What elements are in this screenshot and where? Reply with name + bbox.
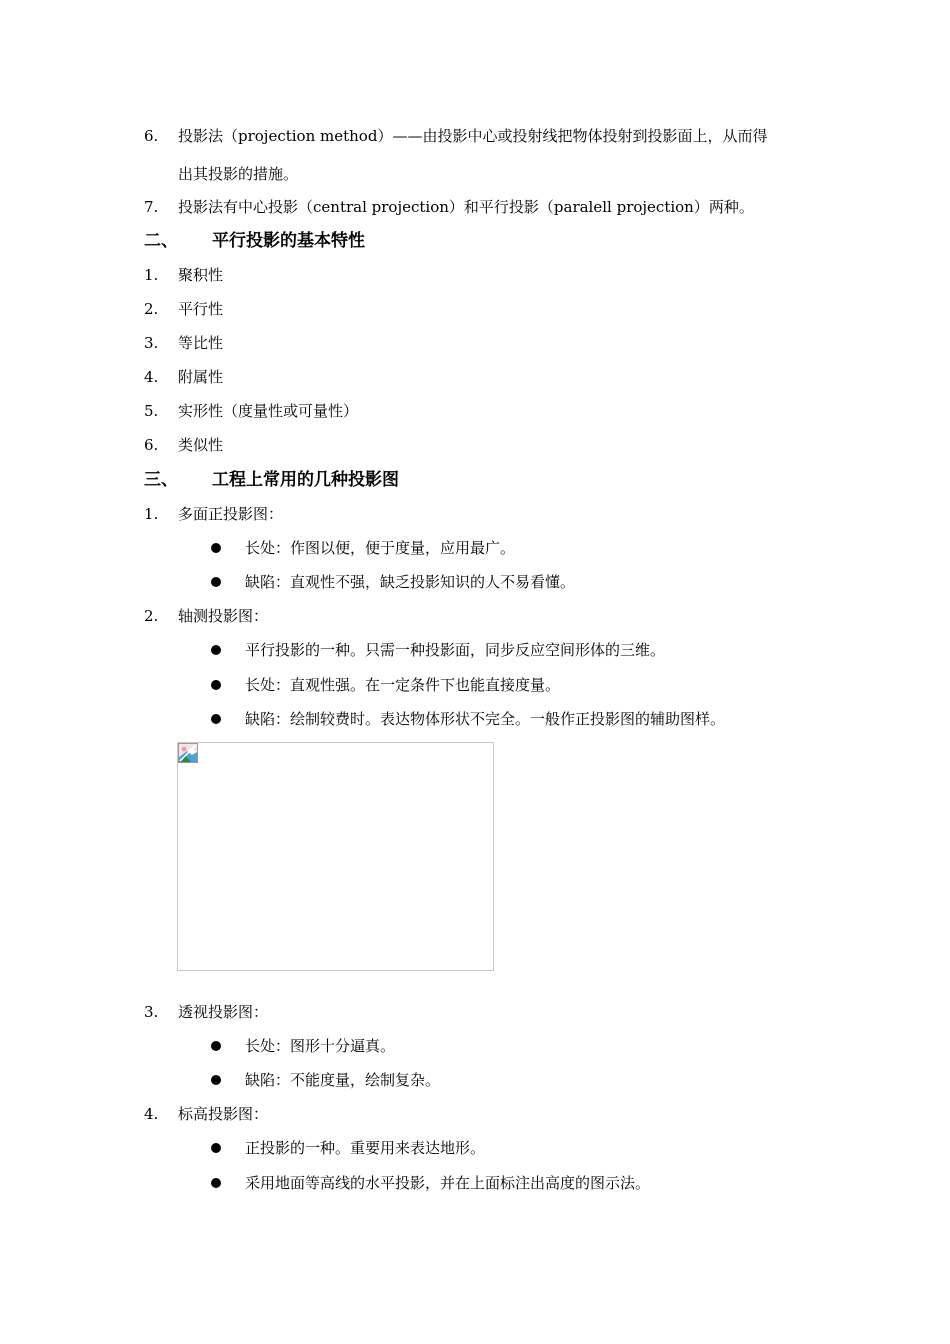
image-placeholder: [177, 742, 494, 971]
broken-image-icon: [178, 743, 198, 763]
list-text: 轴测投影图：: [178, 607, 269, 625]
bullet-icon: [211, 577, 221, 587]
bullet-icon: [211, 645, 221, 655]
bullet-text: 缺陷：直观性不强，缺乏投影知识的人不易看懂。: [245, 573, 576, 591]
bullet-text: 长处：直观性强。在一定条件下也能直接度量。: [245, 676, 561, 694]
bullet-icon: [211, 543, 221, 553]
list-text: 投影法有中心投影（central projection）和平行投影（paralell projection）两种。: [178, 198, 754, 216]
list-text: 平行性: [178, 300, 224, 318]
list-number: 1.: [144, 505, 159, 523]
list-number: 4.: [144, 368, 159, 386]
bullet-icon: [211, 1143, 221, 1153]
list-number: 6.: [144, 127, 159, 145]
list-text: 多面正投影图：: [178, 505, 284, 523]
list-text: 聚积性: [178, 266, 224, 284]
bullet-text: 长处：图形十分逼真。: [245, 1037, 396, 1055]
heading-number: 二、: [144, 231, 178, 251]
list-text: 类似性: [178, 436, 224, 454]
list-number: 7.: [144, 198, 159, 216]
bullet-text: 正投影的一种。重要用来表达地形。: [245, 1139, 486, 1157]
heading-title: 平行投影的基本特性: [212, 231, 365, 251]
bullet-icon: [211, 1178, 221, 1188]
bullet-icon: [211, 1075, 221, 1085]
list-number: 3.: [144, 1003, 159, 1021]
bullet-icon: [211, 680, 221, 690]
bullet-icon: [211, 1041, 221, 1051]
list-text: 透视投影图：: [178, 1003, 269, 1021]
list-text: 出其投影的措施。: [178, 165, 299, 183]
list-number: 2.: [144, 607, 159, 625]
list-text: 等比性: [178, 334, 224, 352]
bullet-text: 平行投影的一种。只需一种投影面，同步反应空间形体的三维。: [245, 641, 666, 659]
list-number: 2.: [144, 300, 159, 318]
bullet-text: 长处：作图以便，便于度量，应用最广。: [245, 539, 516, 557]
heading-number: 三、: [144, 470, 178, 490]
list-number: 1.: [144, 266, 159, 284]
bullet-icon: [211, 714, 221, 724]
list-number: 6.: [144, 436, 159, 454]
list-text: 实形性（度量性或可量性）: [178, 402, 359, 420]
bullet-text: 缺陷：绘制较费时。表达物体形状不完全。一般作正投影图的辅助图样。: [245, 710, 726, 728]
list-text: 附属性: [178, 368, 224, 386]
heading-title: 工程上常用的几种投影图: [212, 470, 399, 490]
list-text: 投影法（projection method）——由投影中心或投射线把物体投射到投影面上，从而得: [178, 127, 768, 145]
list-number: 5.: [144, 402, 159, 420]
bullet-text: 缺陷：不能度量，绘制复杂。: [245, 1071, 441, 1089]
list-number: 3.: [144, 334, 159, 352]
bullet-text: 采用地面等高线的水平投影，并在上面标注出高度的图示法。: [245, 1174, 651, 1192]
list-number: 4.: [144, 1105, 159, 1123]
list-text: 标高投影图：: [178, 1105, 269, 1123]
